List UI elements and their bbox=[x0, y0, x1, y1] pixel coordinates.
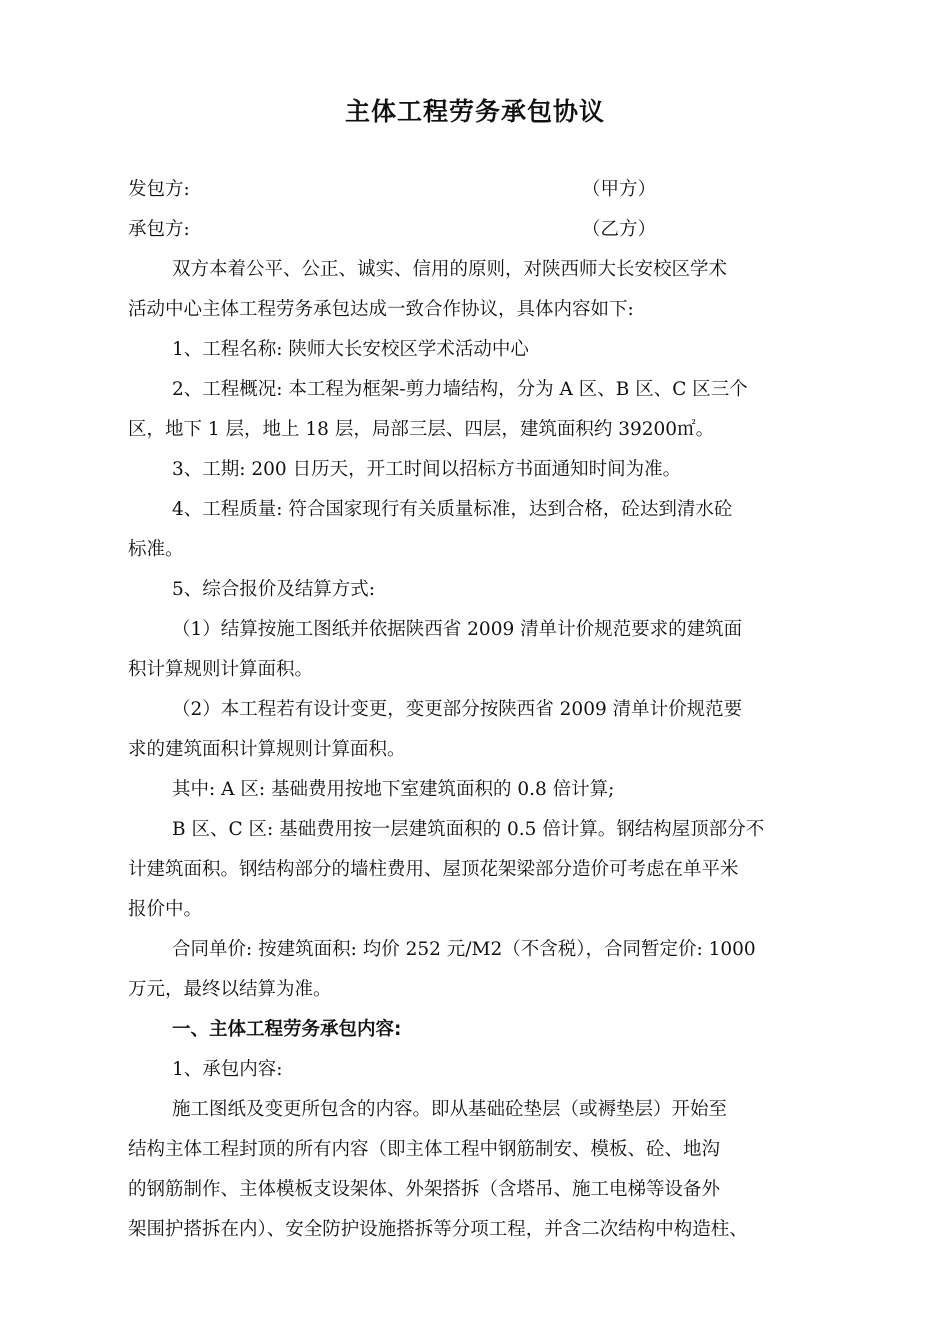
paragraph-line: 求的建筑面积计算规则计算面积。 bbox=[128, 739, 406, 760]
paragraph-line: （1）结算按施工图纸并依据陕西省 2009 清单计价规范要求的建筑面 bbox=[172, 619, 743, 640]
paragraph-line: 3、工期: 200 日历天，开工时间以招标方书面通知时间为准。 bbox=[172, 459, 682, 480]
paragraph-line: 积计算规则计算面积。 bbox=[128, 659, 314, 680]
paragraph-line: 2、工程概况: 本工程为框架-剪力墙结构，分为 A 区、B 区、C 区三个 bbox=[172, 379, 748, 400]
paragraph-line: 施工图纸及变更所包含的内容。即从基础砼垫层（或褥垫层）开始至 bbox=[172, 1099, 728, 1120]
paragraph-line: （2）本工程若有设计变更，变更部分按陕西省 2009 清单计价规范要 bbox=[172, 699, 743, 720]
paragraph-line: 1、承包内容: bbox=[172, 1059, 283, 1080]
paragraph-line: 合同单价: 按建筑面积: 均价 252 元/M2（不含税），合同暂定价: 1000 bbox=[172, 939, 756, 960]
document-title: 主体工程劳务承包协议 bbox=[344, 97, 605, 126]
paragraph-line: 5、综合报价及结算方式: bbox=[172, 579, 376, 600]
paragraph-line: B 区、C 区: 基础费用按一层建筑面积的 0.5 倍计算。钢结构屋顶部分不 bbox=[172, 819, 765, 840]
paragraph-line: 双方本着公平、公正、诚实、信用的原则，对陕西师大长安校区学术 bbox=[172, 259, 728, 280]
paragraph-line: 万元，最终以结算为准。 bbox=[128, 979, 332, 1000]
paragraph-line: 报价中。 bbox=[128, 899, 203, 920]
contractor-role: （乙方） bbox=[582, 219, 657, 240]
paragraph-line: 计建筑面积。钢结构部分的墙柱费用、屋顶花架梁部分造价可考虑在单平米 bbox=[128, 859, 739, 880]
issuer-label: 发包方: bbox=[128, 179, 190, 200]
contractor-label: 承包方: bbox=[128, 219, 190, 240]
paragraph-line: 其中: A 区: 基础费用按地下室建筑面积的 0.8 倍计算; bbox=[172, 779, 615, 800]
paragraph-line: 活动中心主体工程劳务承包达成一致合作协议，具体内容如下: bbox=[128, 299, 634, 320]
paragraph-line: 架围护搭拆在内）、安全防护设施搭拆等分项工程，并含二次结构中构造柱、 bbox=[128, 1219, 748, 1240]
issuer-role: （甲方） bbox=[582, 179, 657, 200]
paragraph-line: 的钢筋制作、主体模板支设架体、外架搭拆（含塔吊、施工电梯等设备外 bbox=[128, 1179, 721, 1200]
paragraph-line: 区，地下 1 层，地上 18 层，局部三层、四层，建筑面积约 39200㎡。 bbox=[128, 419, 715, 440]
section-heading: 一、主体工程劳务承包内容: bbox=[172, 1019, 402, 1040]
paragraph-line: 4、工程质量: 符合国家现行有关质量标准，达到合格，砼达到清水砼 bbox=[172, 499, 733, 520]
paragraph-line: 1、工程名称: 陕师大长安校区学术活动中心 bbox=[172, 339, 529, 360]
paragraph-line: 结构主体工程封顶的所有内容（即主体工程中钢筋制安、模板、砼、地沟 bbox=[128, 1139, 721, 1160]
paragraph-line: 标准。 bbox=[128, 539, 184, 560]
